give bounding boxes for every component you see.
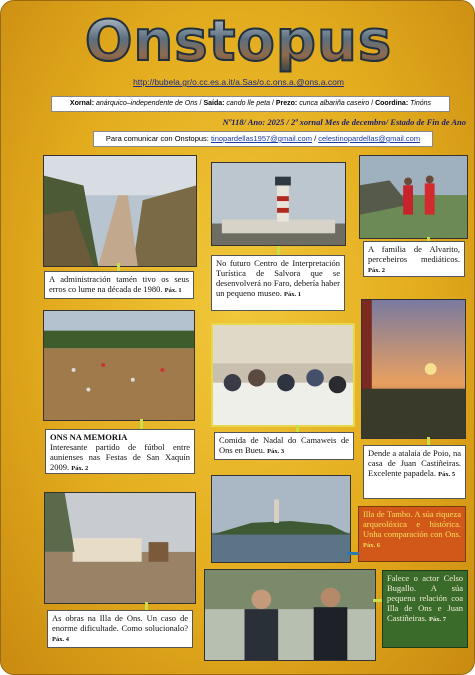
photo-construction[interactable]	[44, 492, 196, 604]
caption-text: Comida de Nadal do Camaweis de Ons en Bueu.	[219, 435, 349, 455]
photo-two-men[interactable]	[204, 569, 376, 661]
caption-text: As obras na Illa de Ons. Un caso de enorme dificultade. Como solucionalo?	[52, 613, 188, 633]
caption-memoria	[45, 429, 195, 474]
photo-christmas-dinner[interactable]	[211, 323, 355, 427]
caption-atalaia	[363, 445, 466, 499]
photo-football-field-image	[44, 311, 194, 420]
email-link-1[interactable]: tinopardellas1957@gmail.com	[210, 134, 312, 143]
coordina-label: Coordina:	[375, 100, 409, 107]
caption-title: ONS NA MEMORIA	[50, 432, 128, 442]
page-ref: Páx. 4	[52, 636, 69, 643]
photo-football-field[interactable]	[43, 310, 195, 421]
connector	[140, 419, 143, 429]
caption-text: Illa de Tambo. A súa riqueza arqueolóxica e histórica. Unha comparación con Ons.	[363, 509, 461, 539]
photo-christmas-dinner-image	[213, 325, 353, 425]
page-ref: Páx. 7	[429, 616, 447, 623]
page-ref: Páx. 5	[438, 471, 456, 478]
saida-value: cando lle peta	[226, 100, 270, 107]
photo-family-coast[interactable]	[359, 155, 468, 239]
contact-label: Para comunicar con Onstopus:	[105, 134, 209, 143]
caption-faro	[211, 255, 345, 311]
caption-falece	[382, 570, 468, 648]
masthead	[41, 9, 436, 75]
info-bar: Xornal: anárquico–independente de Ons / Saída: cando lle peta / Prezo: cunca albariña caseiro / Coordina: Tinóns	[51, 96, 450, 112]
photo-lighthouse[interactable]	[211, 162, 346, 246]
page-ref: Páx. 6	[363, 542, 380, 549]
photo-tambo-island[interactable]	[211, 475, 351, 563]
contact-bar	[93, 131, 433, 147]
photo-tambo-island-image	[212, 476, 350, 562]
caption-text: Dende a atalaia de Poio, na casa de Juan Castiñeiras. Excelente papadela.	[368, 448, 461, 478]
photo-construction-image	[45, 493, 195, 603]
photo-two-men-image	[205, 570, 375, 660]
prezo-value: cunca albariña caseiro	[299, 100, 370, 107]
page-ref: Páx. 3	[267, 448, 285, 455]
contact-separator: /	[314, 134, 317, 143]
xornal-label: Xornal:	[69, 100, 95, 107]
page-ref: Páx. 2	[368, 267, 385, 274]
caption-text: A administración tamén tivo os seus erros co lume na década de 1980.	[49, 274, 189, 294]
caption-text: Falece o actor Celso Bugallo. A súa pequena relación coa Illa de Ons e Juan Castiñeiras.	[387, 573, 463, 623]
caption-nadal	[214, 432, 354, 460]
photo-sunset-atalaia[interactable]	[361, 299, 466, 439]
caption-familia	[363, 241, 465, 277]
caption-obras	[47, 610, 193, 648]
connector-arrow	[347, 552, 359, 555]
caption-administracion	[44, 271, 194, 299]
coordina-value: Tinóns	[410, 100, 432, 107]
page-ref: Páx. 2	[71, 465, 89, 472]
caption-text: No futuro Centro de Interpretación Turística de Salvora que se desenvolverá no Faro, debería haber un pequeno museo.	[216, 258, 340, 298]
xornal-value: anárquico–independente de Ons	[96, 100, 198, 107]
photo-lighthouse-image	[212, 163, 345, 245]
caption-text: Interesante partido de fútbol entre aunienses nas Festas de San Xaquín 2009.	[50, 442, 190, 472]
prezo-label: Prezo:	[275, 100, 298, 107]
photo-path-trees-image	[44, 156, 196, 266]
page-ref: Páx. 1	[164, 287, 182, 294]
photo-path-trees[interactable]	[43, 155, 197, 267]
page-ref: Páx. 1	[284, 291, 301, 298]
photo-sunset-atalaia-image	[362, 300, 465, 438]
masthead-title: Onstopus	[41, 9, 436, 75]
caption-tambo	[358, 506, 466, 562]
photo-family-coast-image	[360, 156, 467, 238]
caption-text: A familia de Alvarito, percebeiros mediáticos.	[368, 244, 460, 264]
email-link-2[interactable]: celestinopardellas@gmail.com	[318, 134, 421, 143]
masthead-url[interactable]: http://bubela.gr/o.cc.es.a.it/a.Sas/o.c.ons.a.@ons.a.com	[133, 77, 344, 87]
saida-label: Saída:	[203, 100, 225, 107]
edition-line: Nº118/ Ano: 2025 / 2ª xornal Mes de decembro/ Estado de Fin de Ano	[222, 117, 466, 127]
